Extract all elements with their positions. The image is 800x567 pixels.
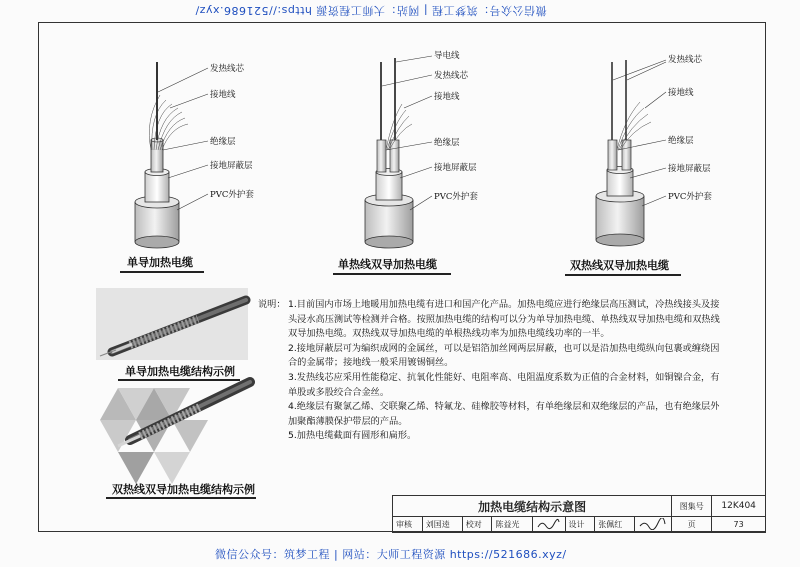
reviewer-name: 刘国逵 [422,517,462,533]
review-label: 审核 [393,517,423,533]
note-item: 5.加热电缆截面有圆形和扁形。 [288,430,417,442]
page-label: 页 [672,517,712,533]
page-number: 73 [712,517,766,533]
signature-icon [638,518,666,530]
label-heating-core: 发热线芯 [434,71,469,81]
label-ground-wire: 接地线 [668,88,694,98]
atlas-number: 12K404 [712,496,766,517]
caption-single-cable: 单导加热电缆 [127,256,193,269]
label-ground-wire: 接地线 [434,92,460,102]
caption-underline [118,379,240,381]
notes-section [258,298,728,444]
watermark-bottom: 微信公众号：筑梦工程 | 网站：大师工程资源 https://521686.xyz/ [215,548,567,561]
label-insulation: 绝缘层 [668,136,694,146]
check-label: 校对 [462,517,492,533]
checker-name: 陈益光 [492,517,532,533]
note-item: 2.接地屏蔽层可为编织成网的金属丝，可以是铝箔加丝网两层屏蔽，也可以是沿加热电缆纵向包裹或缠绕因合的金属带；接地线一般采用镀锡铜丝。 [288,342,720,369]
label-pvc-sheath: PVC外护套 [668,192,712,202]
label-ground-wire: 接地线 [210,90,236,100]
caption-single-cable-photo: 单导加热电缆结构示例 [125,365,235,378]
note-item: 3.发热线芯应采用性能稳定、抗氧化性能好、电阻率高、电阻温度系数为正值的合金材料，如铜镍合金，有单股或多股绞合合金丝。 [288,371,720,398]
caption-double-cable-photo: 双热线双导加热电缆结构示例 [112,483,255,496]
caption-double-heat-double-cable: 双热线双导加热电缆 [570,259,669,272]
note-item: 4.绝缘层有聚氯乙烯、交联聚乙烯、特氟龙、硅橡胶等材料，有单绝缘层和双绝缘层的产品，也有绝缘层外加聚酯薄膜保护带层的产品。 [288,401,720,427]
title-block [392,495,766,533]
double-cable-photo [100,382,250,484]
caption-underline [106,497,256,499]
label-heating-core: 发热线芯 [210,64,245,74]
watermark-top: 微信公众号：筑梦工程 | 网站：大师工程资源 https://521686.xyz/ [195,4,547,17]
label-conductor: 导电线 [434,51,460,61]
designer-name: 张佩红 [595,517,635,533]
label-insulation: 绝缘层 [210,137,236,147]
label-insulation: 绝缘层 [434,138,460,148]
label-pvc-sheath: PVC外护套 [210,190,254,200]
label-ground-shield: 接地屏蔽层 [668,164,711,174]
note-item: 1.目前国内市场上地暖用加热电缆有进口和国产化产品。加热电缆应进行绝缘层高压测试，冷热线接头及接头浸水高压测试等检测并合格。按照加热电缆的结构可以分为单导加热电缆、单热线双导加热电缆和双热线双导加热电缆。双热线双导加热电缆的单根热线功率为加热电缆线功率的一半。 [288,299,720,340]
label-heating-core: 发热线芯 [668,55,703,65]
drawing-title: 加热电缆结构示意图 [393,496,672,517]
label-ground-shield: 接地屏蔽层 [434,163,477,173]
signature-icon [536,518,560,530]
label-ground-shield: 接地屏蔽层 [210,161,253,171]
design-label: 设计 [565,517,595,533]
caption-single-heat-double-cable: 单热线双导加热电缆 [338,258,437,271]
notes-lead: 说明： [258,299,286,310]
label-pvc-sheath: PVC外护套 [434,192,478,202]
checker-signature [532,517,565,533]
designer-signature [635,517,672,533]
single-cable-photo [96,288,248,360]
atlas-label: 图集号 [672,496,712,517]
